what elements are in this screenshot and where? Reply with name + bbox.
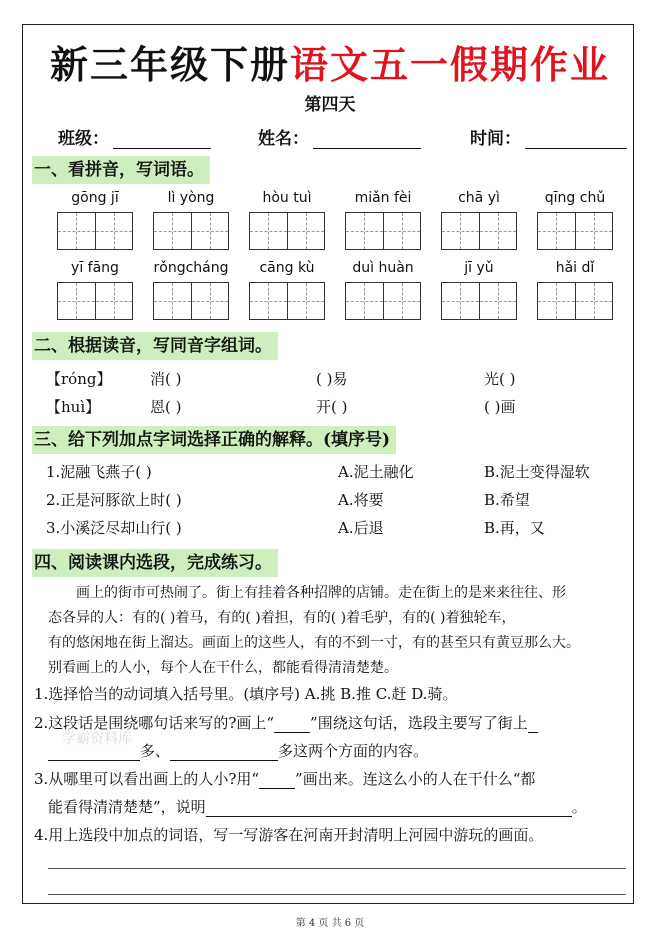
question-3[interactable]: 3.从哪里可以看出画上的人小?用“ ”画出来。连这么小的人在干什么“都	[34, 770, 536, 788]
question-3-cont[interactable]: 能看得清清楚楚”，说明 。	[48, 798, 587, 816]
writing-grid[interactable]	[249, 282, 325, 320]
writing-grid[interactable]	[57, 212, 133, 250]
question-2-cont[interactable]: 多、 多这两个方面的内容。	[48, 740, 428, 761]
name-field[interactable]: 姓名：	[258, 124, 421, 149]
option-a: A.泥土融化	[338, 463, 414, 481]
answer-blank[interactable]: 恩( )	[150, 398, 182, 416]
writing-grid[interactable]	[249, 212, 325, 250]
writing-grid[interactable]	[345, 212, 421, 250]
pinyin-label: lì yòng	[167, 190, 215, 206]
option-a: A.后退	[338, 519, 384, 537]
option-b: B.希望	[484, 491, 530, 509]
writing-grid[interactable]	[537, 212, 613, 250]
pinyin-label: chā yì	[458, 190, 500, 206]
pinyin-label: jī yǔ	[464, 260, 494, 276]
writing-grid[interactable]	[153, 212, 229, 250]
option-b: B.再，又	[484, 519, 545, 537]
pinyin-label: qīng chǔ	[544, 190, 606, 206]
writing-grid[interactable]	[57, 282, 133, 320]
question-1[interactable]: 1.选择恰当的动词填入括号里。(填序号) A.挑 B.推 C.赶 D.骑。	[34, 685, 458, 703]
page-number: 第 4 页 共 6 页	[295, 918, 365, 929]
pinyin-label: rǒngcháng	[153, 260, 229, 276]
answer-line[interactable]	[48, 868, 626, 869]
writing-grid[interactable]	[441, 212, 517, 250]
rong-label: 【róng】	[46, 370, 112, 388]
answer-line[interactable]	[48, 894, 626, 895]
section3-heading: 三、给下列加点字词选择正确的解释。(填序号)	[32, 426, 396, 454]
option-a: A.将要	[338, 491, 384, 509]
section1-heading: 一、看拼音，写词语。	[32, 156, 210, 184]
pinyin-label: hǎi dǐ	[555, 260, 595, 276]
answer-blank[interactable]: ( )易	[316, 370, 348, 388]
watermark: 学霸资料库	[62, 731, 132, 747]
question-text[interactable]: 3.小溪泛尽却山行( )	[46, 519, 182, 537]
option-b: B.泥土变得湿软	[484, 463, 590, 481]
writing-grid[interactable]	[153, 282, 229, 320]
question-text[interactable]: 2.正是河豚欲上时( )	[46, 491, 182, 509]
title-red: 语文五一假期作业	[290, 43, 611, 87]
time-field[interactable]: 时间：	[470, 124, 627, 149]
pinyin-label: yī fāng	[71, 260, 119, 276]
answer-blank[interactable]: 光( )	[484, 370, 516, 388]
section2-heading: 二、根据读音，写同音字组词。	[32, 332, 278, 360]
answer-blank[interactable]: 开( )	[316, 398, 348, 416]
class-field[interactable]: 班级：	[58, 124, 211, 149]
page-title	[0, 34, 660, 89]
answer-blank[interactable]: ( )画	[484, 398, 516, 416]
pinyin-label: hòu tuì	[262, 190, 312, 206]
question-text[interactable]: 1.泥融飞燕子( )	[46, 463, 152, 481]
section4-heading: 四、阅读课内选段，完成练习。	[32, 549, 278, 577]
answer-blank[interactable]: 消( )	[150, 370, 182, 388]
reading-passage: 画上的街市可热闹了。街上有挂着各种招牌的店铺。走在街上的是来来往往、形 态各异的人：有的( )着马，有的( )着担，有的( )着毛驴，有的( )着独轮车， 有的悠闲地在街上溜达。画面上的这些人，有的不到一寸，有的甚至只有黄豆那么大。 别看画上的人小，每个人在干什么，都能看得清清楚楚。	[48, 585, 580, 676]
writing-grid[interactable]	[441, 282, 517, 320]
day-subtitle: 第四天	[304, 95, 356, 115]
question-2[interactable]: 2.这段话是围绕哪句话来写的?画上“ ”围绕这句话，选段主要写了街上	[34, 712, 538, 733]
writing-grid[interactable]	[537, 282, 613, 320]
pinyin-label: miǎn fèi	[354, 190, 412, 206]
pinyin-label: cāng kù	[259, 260, 315, 276]
hui-label: 【huì】	[46, 398, 101, 416]
writing-grid[interactable]	[345, 282, 421, 320]
question-4[interactable]: 4.用上选段中加点的词语，写一写游客在河南开封清明上河园中游玩的画面。	[34, 826, 544, 844]
pinyin-label: duì huàn	[352, 260, 414, 276]
pinyin-label: gōng jī	[71, 190, 119, 206]
title-black: 新三年级下册	[49, 43, 290, 87]
